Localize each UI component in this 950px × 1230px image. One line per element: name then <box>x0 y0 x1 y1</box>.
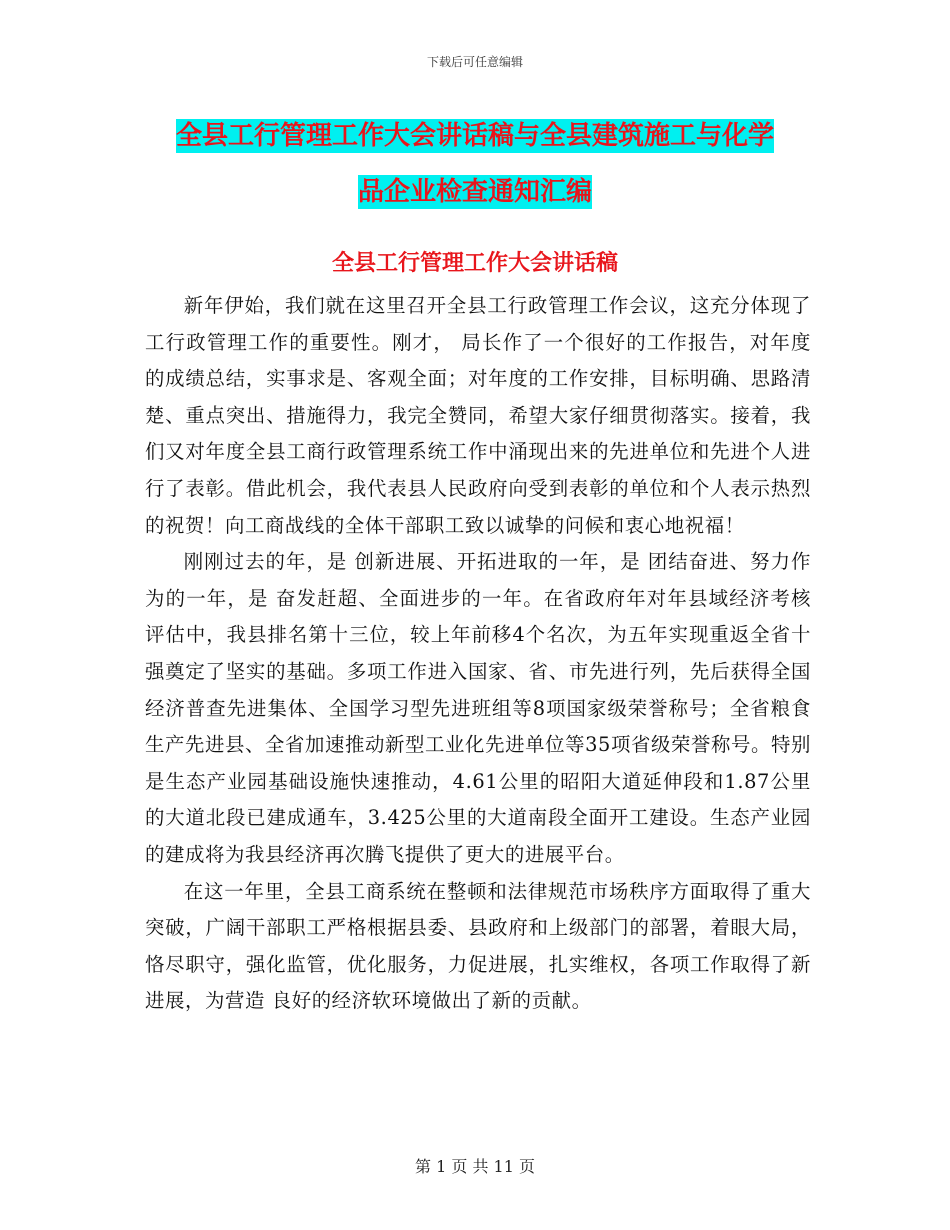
paragraph-1: 新年伊始，我们就在这里召开全县工行政管理工作会议，这充分体现了工行政管理工作的重要性。刚才， 局长作了一个很好的工作报告，对年度的成绩总结，实事求是、客观全面；对年度的工作安排，目标明确、思路清楚、重点突出、措施得力，我完全赞同，希望大家仔细贯彻落实。接着，我们又对年度全县工商行政管理系统工作中涌现出来的先进单位和先进个人进行了表彰。借此机会，我代表县人民政府向受到表彰的单位和个人表示热烈的祝贺！向工商战线的全体干部职工致以诚挚的问候和衷心地祝福！ <box>145 294 811 537</box>
page-footer: 第 1 页 共 11 页 <box>415 1157 535 1176</box>
document-title-line-2: 品企业检查通知汇编 <box>357 177 592 207</box>
paragraph-2: 刚刚过去的年，是 创新进展、开拓进取的一年，是 团结奋进、努力作为的一年，是 奋发赶超、全面进步的一年。在省政府年对年县域经济考核评估中，我县排名第十三位，较上年前移4个名次，为五年实现重返全省十强奠定了坚实的基础。多项工作进入国家、省、市先进行列，先后获得全国经济普查先进集体、全国学习型先进班组等8项国家级荣誉称号；全省粮食生产先进县、全省加速推动新型工业化先进单位等35项省级荣誉称号。特别是生态产业园基础设施快速推动，4.61公里的昭阳大道延伸段和1.87公里的大道北段已建成通车，3.425公里的大道南段全面开工建设。生态产业园的建成将为我县经济再次腾飞提供了更大的进展平台。 <box>145 550 811 866</box>
section-title: 全县工行管理工作大会讲话稿 <box>331 251 618 276</box>
page-header-note: 下载后可任意编辑 <box>426 55 523 69</box>
document-title-line-1: 全县工行管理工作大会讲话稿与全县建筑施工与化学 <box>175 121 774 151</box>
body-text <box>145 288 811 1020</box>
paragraph-3: 在这一年里，全县工商系统在整顿和法律规范市场秩序方面取得了重大突破，广阔干部职工严格根据县委、县政府和上级部门的部署，着眼大局，恪尽职守，强化监管，优化服务，力促进展，扎实维权，各项工作取得了新进展，为营造 良好的经济软环境做出了新的贡献。 <box>145 879 811 1013</box>
document-title <box>130 108 820 220</box>
